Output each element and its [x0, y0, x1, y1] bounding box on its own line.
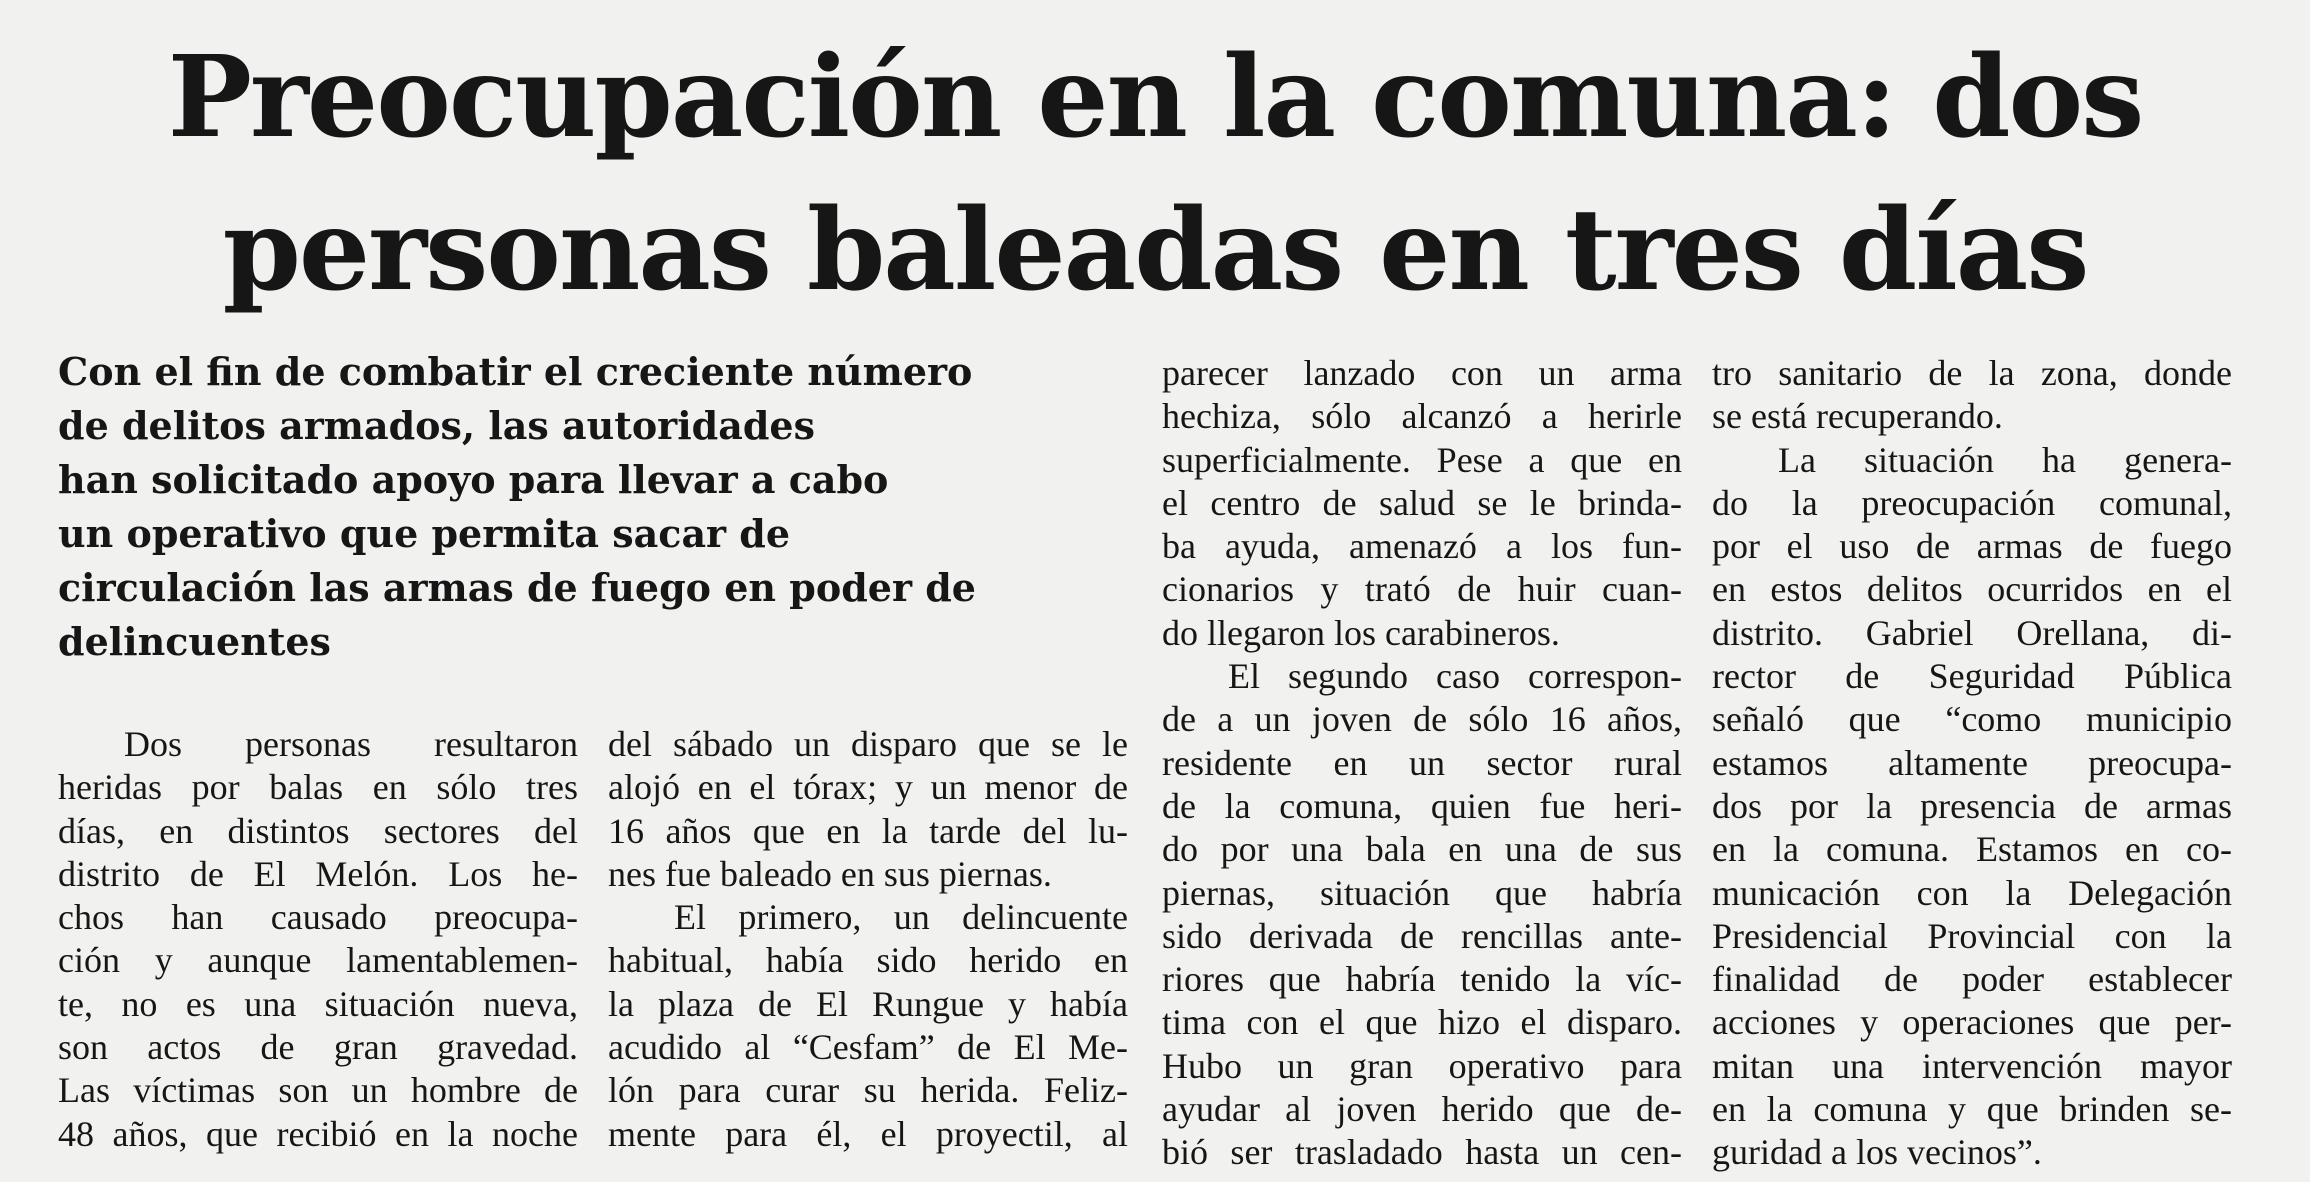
- body-line: guridad a los vecinos”.: [1712, 1132, 2042, 1173]
- body-line: de la comuna, quien fue heri-: [1162, 785, 1682, 826]
- body-line: ción y aunque lamentablemen-: [58, 940, 578, 981]
- deck-line: delincuentes: [58, 619, 331, 664]
- body-line: días, en distintos sectores del: [58, 810, 578, 851]
- body-line: mente para él, el proyectil, al: [608, 1113, 1128, 1154]
- body-line: habitual, había sido herido en: [608, 940, 1128, 981]
- headline-line-1: Preocupación en la comuna: dos: [167, 32, 2143, 163]
- body-line: acudido al “Cesfam” de El Me-: [608, 1027, 1128, 1068]
- body-line: en la comuna. Estamos en co-: [1712, 829, 2232, 870]
- body-line: son actos de gran gravedad.: [58, 1027, 578, 1068]
- body-line: bió ser trasladado hasta un cen-: [1162, 1132, 1682, 1173]
- body-line: do por una bala en una de sus: [1162, 829, 1682, 870]
- body-line: tima con el que hizo el disparo.: [1162, 1002, 1682, 1043]
- body-line: distrito. Gabriel Orellana, di-: [1712, 612, 2232, 653]
- body-column-2: [608, 723, 1128, 1156]
- body-line: se está recuperando.: [1712, 396, 2003, 437]
- body-line: municación con la Delegación: [1712, 872, 2232, 913]
- body-line: heridas por balas en sólo tres: [58, 767, 578, 808]
- body-line: en la comuna y que brinden se-: [1712, 1089, 2232, 1130]
- body-line: parecer lanzado con un arma: [1162, 353, 1682, 393]
- body-column-4: [1712, 352, 2232, 1175]
- deck-line: Con el fin de combatir el creciente número: [58, 349, 973, 394]
- body-line: Las víctimas son un hombre de: [58, 1070, 578, 1111]
- body-line: do llegaron los carabineros.: [1162, 612, 1560, 653]
- body-line: do la preocupación comunal,: [1712, 482, 2232, 523]
- deck-line: han solicitado apoyo para llevar a cabo: [58, 457, 889, 502]
- body-line: ba ayuda, amenazó a los fun-: [1162, 526, 1682, 567]
- body-line: finalidad de poder establecer: [1712, 959, 2232, 1000]
- body-line: alojó en el tórax; y un menor de: [608, 767, 1128, 808]
- body-line: el centro de salud se le brinda-: [1162, 482, 1682, 523]
- deck-line: un operativo que permita sacar de: [58, 511, 791, 556]
- body-column-3: [1162, 352, 1682, 1175]
- article-deck: [58, 345, 1118, 669]
- headline-line-2: personas baleadas en tres días: [222, 185, 2088, 316]
- body-line: residente en un sector rural: [1162, 742, 1682, 783]
- body-line: La situación ha genera-: [1778, 439, 2232, 480]
- body-line: riores que habría tenido la víc-: [1162, 959, 1682, 1000]
- body-line: tro sanitario de la zona, donde: [1712, 353, 2232, 393]
- body-line: superficialmente. Pese a que en: [1162, 439, 1682, 480]
- body-line: 16 años que en la tarde del lu-: [608, 810, 1128, 851]
- body-line: nes fue baleado en sus piernas.: [608, 853, 1052, 894]
- body-line: de a un joven de sólo 16 años,: [1162, 699, 1682, 740]
- deck-line: circulación las armas de fuego en poder de: [58, 565, 976, 610]
- body-line: chos han causado preocupa-: [58, 897, 578, 938]
- body-line: El segundo caso correspon-: [1228, 656, 1682, 697]
- body-line: sido derivada de rencillas ante-: [1162, 915, 1682, 956]
- body-line: El primero, un delincuente: [674, 897, 1128, 938]
- body-line: en estos delitos ocurridos en el: [1712, 569, 2232, 610]
- body-line: lón para curar su herida. Feliz-: [608, 1070, 1128, 1111]
- body-line: distrito de El Melón. Los he-: [58, 853, 578, 894]
- body-line: acciones y operaciones que per-: [1712, 1002, 2232, 1043]
- body-line: ayudar al joven herido que de-: [1162, 1089, 1682, 1130]
- body-line: dos por la presencia de armas: [1712, 785, 2232, 826]
- body-line: te, no es una situación nueva,: [58, 983, 578, 1024]
- body-line: estamos altamente preocupa-: [1712, 742, 2232, 783]
- body-line: señaló que “como municipio: [1712, 699, 2232, 740]
- deck-line: de delitos armados, las autoridades: [58, 403, 815, 448]
- body-line: mitan una intervención mayor: [1712, 1045, 2232, 1086]
- body-line: rector de Seguridad Pública: [1712, 656, 2232, 697]
- body-line: del sábado un disparo que se le: [608, 724, 1128, 764]
- body-line: cionarios y trató de huir cuan-: [1162, 569, 1682, 610]
- body-line: por el uso de armas de fuego: [1712, 526, 2232, 567]
- body-line: Presidencial Provincial con la: [1712, 915, 2232, 956]
- body-line: la plaza de El Rungue y había: [608, 983, 1128, 1024]
- body-line: Hubo un gran operativo para: [1162, 1045, 1682, 1086]
- body-line: Dos personas resultaron: [124, 724, 578, 764]
- body-line: piernas, situación que habría: [1162, 872, 1682, 913]
- body-line: 48 años, que recibió en la noche: [58, 1113, 578, 1154]
- body-line: hechiza, sólo alcanzó a herirle: [1162, 396, 1682, 437]
- body-column-1: [58, 723, 578, 1156]
